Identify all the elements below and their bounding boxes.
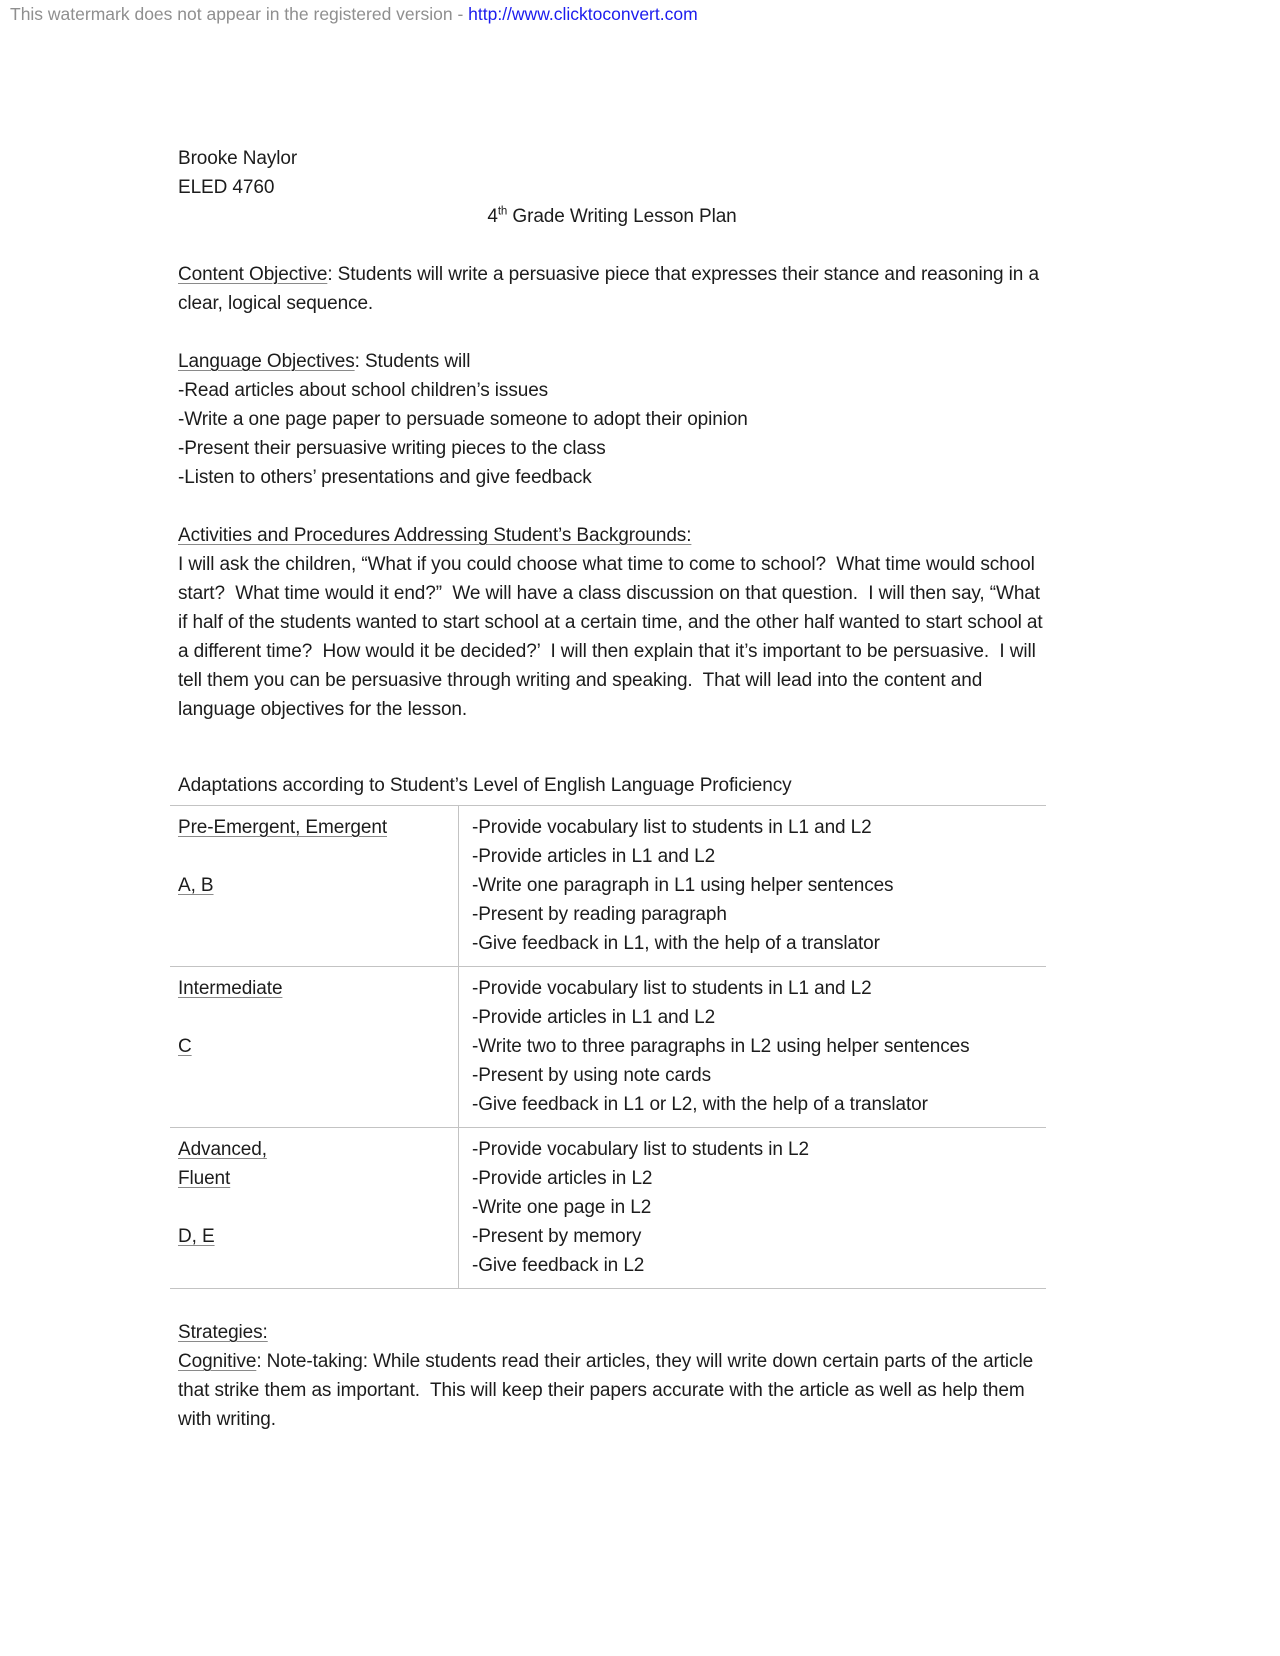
watermark-link[interactable]: http://www.clicktoconvert.com [468,4,698,24]
title-number: 4 [487,206,498,227]
language-objectives-intro: : Students will [354,351,471,372]
level-label: Fluent [178,1168,231,1189]
spacer [178,318,1046,347]
level-grades: D, E [178,1226,215,1247]
watermark-text: This watermark does not appear in the registered version - [10,4,469,24]
adaptation-cell [458,806,1046,966]
blank-line [178,842,448,871]
adaptation-item: -Provide vocabulary list to students in L2 [472,1139,809,1160]
title-ordinal-superscript: th [497,205,508,218]
watermark-bar [10,2,698,26]
title-text: Grade Writing Lesson Plan [507,206,737,227]
level-cell [170,806,458,966]
spacer [178,231,1046,260]
adaptations-heading: Adaptations according to Student’s Level of English Language Proficiency [178,775,792,796]
table-row-pre-emergent [170,805,1046,966]
level-label: Advanced, [178,1139,267,1160]
level-label: Intermediate [178,978,283,999]
content-objective-label: Content Objective [178,264,328,285]
adaptation-item: -Present by using note cards [472,1065,712,1086]
activities-paragraph: I will ask the children, “What if you could choose what time to come to school? What time would school start? What time would it end?” We will have a class discussion on that question. I will then say, “What if half of the students wanted to start school at a certain time, and the other half wanted to start school at a different time? How would it be decided?’ I will then explain that it’s important to be persuasive. I will tell them you can be persuasive through writing and speaking. That will lead into the content and language objectives for the lesson. [178,554,1048,720]
adaptation-item: -Present by memory [472,1226,642,1247]
level-label: Pre-Emergent, Emergent [178,817,387,838]
language-objective-item: -Present their persuasive writing pieces to the class [178,438,606,459]
blank-line [178,1193,448,1222]
document-content [178,144,1046,1434]
blank-line [178,1003,448,1032]
adaptations-table [170,805,1046,1289]
table-row-intermediate [170,966,1046,1127]
adaptation-item: -Give feedback in L1 or L2, with the help of a translator [472,1094,928,1115]
strategies-label: Strategies: [178,1322,268,1343]
adaptation-item: -Provide vocabulary list to students in L1 and L2 [472,817,872,838]
cognitive-text: : Note-taking: While students read their articles, they will write down certain parts of the article that strike them as important. This will keep their papers accurate with the article as well as help them with writing. [178,1351,1039,1430]
language-objective-item: -Read articles about school children’s issues [178,380,549,401]
adaptation-item: -Write two to three paragraphs in L2 using helper sentences [472,1036,970,1057]
adaptation-cell [458,1128,1046,1288]
author-name: Brooke Naylor [178,148,298,169]
level-grades: A, B [178,875,214,896]
adaptation-item: -Provide vocabulary list to students in L1 and L2 [472,978,872,999]
table-row-advanced-fluent [170,1127,1046,1288]
language-objectives-heading [178,347,1046,376]
adaptation-item: -Provide articles in L2 [472,1168,653,1189]
language-objectives-label: Language Objectives [178,351,355,372]
cognitive-strategy-paragraph [178,1347,1046,1434]
adaptation-item: -Give feedback in L2 [472,1255,645,1276]
language-objective-item: -Write a one page paper to persuade someone to adopt their opinion [178,409,748,430]
adaptation-item: -Provide articles in L1 and L2 [472,846,716,867]
level-grades: C [178,1036,192,1057]
spacer [178,724,1046,753]
cognitive-label: Cognitive [178,1351,257,1372]
adaptation-item: -Provide articles in L1 and L2 [472,1007,716,1028]
adaptation-item: -Present by reading paragraph [472,904,727,925]
adaptation-item: -Give feedback in L1, with the help of a translator [472,933,880,954]
level-cell [170,1128,458,1288]
content-objective-paragraph [178,260,1046,318]
page-title [178,202,1046,231]
strategies-heading [178,1318,1046,1347]
level-cell [170,967,458,1127]
activities-heading [178,521,1046,550]
spacer [178,753,1046,771]
spacer [178,1289,1046,1318]
spacer [178,492,1046,521]
adaptation-item: -Write one paragraph in L1 using helper sentences [472,875,894,896]
language-objective-item: -Listen to others’ presentations and give feedback [178,467,592,488]
activities-label: Activities and Procedures Addressing Student’s Backgrounds: [178,525,692,546]
adaptation-cell [458,967,1046,1127]
course-code: ELED 4760 [178,177,275,198]
content-objective-text: : Students will write a persuasive piece that expresses their stance and reasoning in a clear, logical sequence. [178,264,1045,314]
adaptation-item: -Write one page in L2 [472,1197,652,1218]
